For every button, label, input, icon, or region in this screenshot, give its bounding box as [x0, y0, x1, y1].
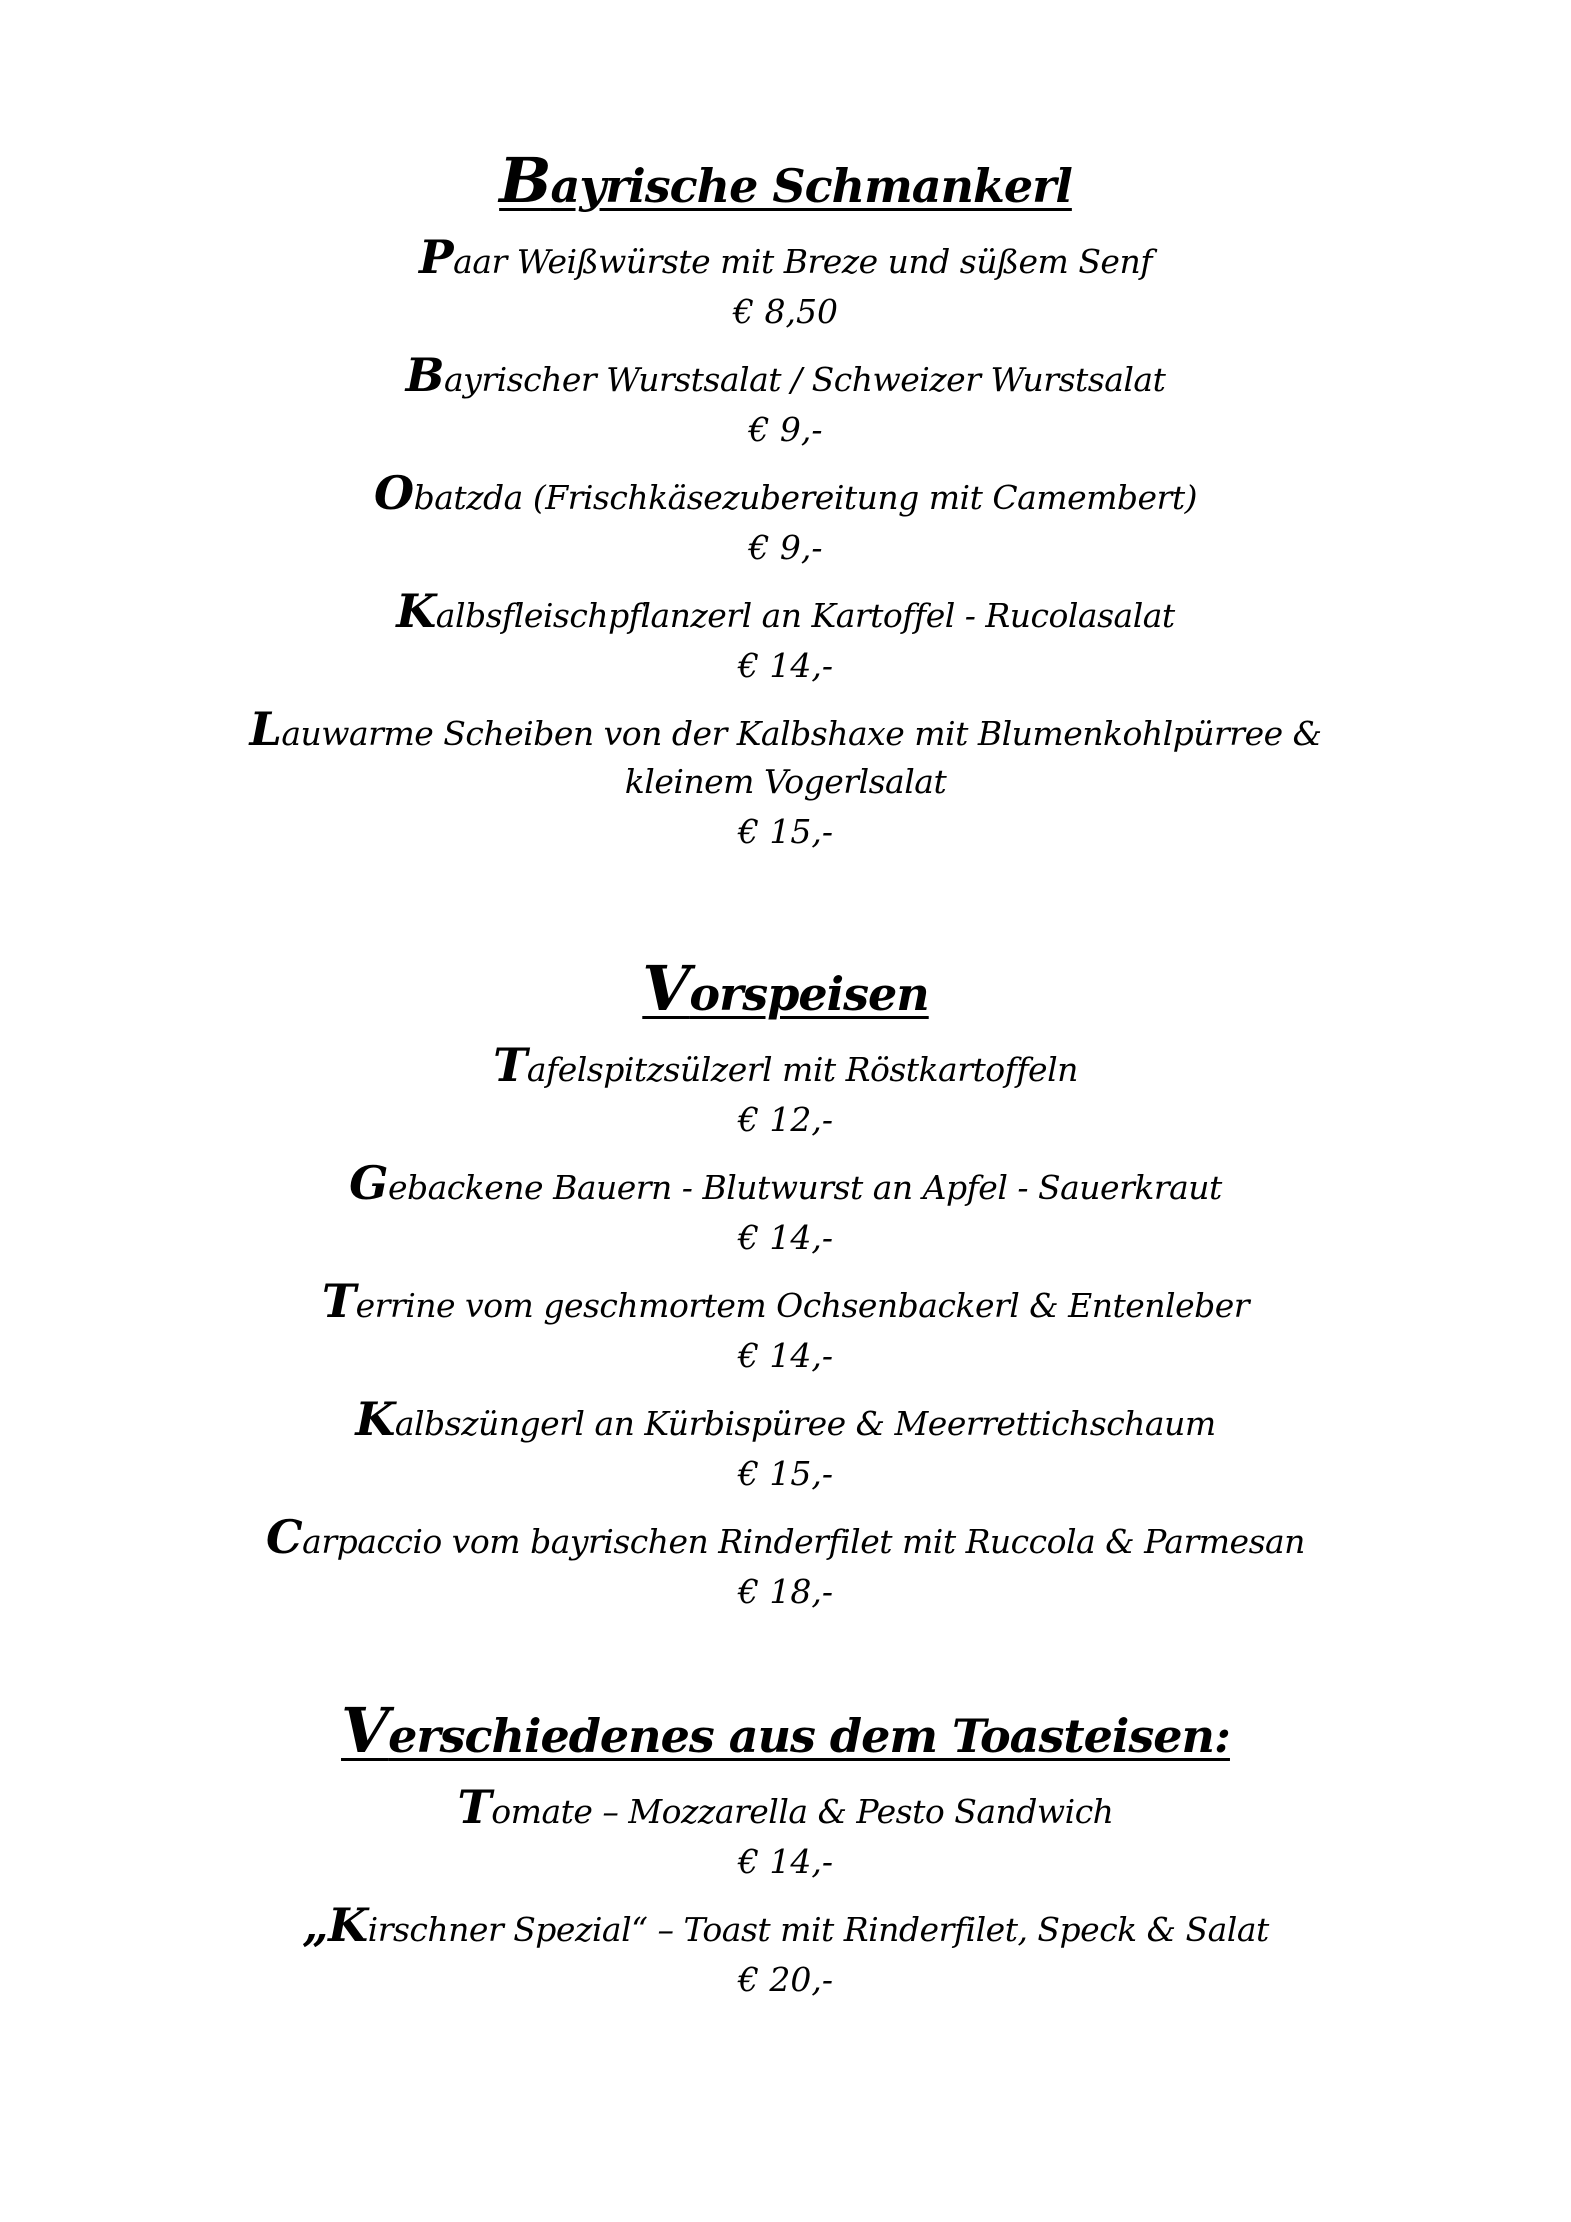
menu-item-price: € 14,-: [737, 1218, 834, 1257]
item-initial: O: [374, 466, 414, 520]
menu-item-price: € 14,-: [737, 646, 834, 685]
item-initial: „K: [302, 1898, 368, 1952]
menu-item-name: [0, 230, 1571, 286]
item-text: irschner Spezial“ – Toast mit Rinderfilet, Speck & Salat: [367, 1910, 1269, 1949]
menu-item: [0, 1156, 1571, 1264]
menu-item: [0, 702, 1571, 858]
menu-item: [0, 348, 1571, 456]
menu-item-price: € 15,-: [737, 1454, 834, 1493]
menu-item: [0, 1898, 1571, 2006]
item-text: ebackene Bauern - Blutwurst an Apfel - Sauerkraut: [387, 1168, 1222, 1207]
item-initial: T: [321, 1274, 356, 1328]
item-initial: B: [405, 348, 444, 402]
item-initial: K: [355, 1392, 395, 1446]
menu-item: [0, 1274, 1571, 1382]
item-initial: L: [249, 702, 282, 756]
menu-item-name: [0, 1156, 1571, 1212]
item-text: omate – Mozzarella & Pesto Sandwich: [491, 1792, 1114, 1831]
menu-item-name: [0, 584, 1571, 640]
item-text: errine vom geschmortem Ochsenbackerl & Entenleber: [355, 1286, 1250, 1325]
menu-item: [0, 230, 1571, 338]
item-text: aar Weißwürste mit Breze und süßem Senf: [453, 242, 1152, 281]
section-vorspeisen: [0, 952, 1571, 1635]
item-initial: T: [493, 1038, 527, 1092]
item-initial: G: [349, 1156, 388, 1210]
menu-item-name: [0, 702, 1571, 806]
menu-item-name: [0, 1510, 1571, 1566]
menu-item-name: [0, 1780, 1571, 1836]
menu-item-name: [0, 348, 1571, 404]
heading-text: erschiedenes aus dem Toasteisen:: [388, 1709, 1230, 1763]
menu-item: [0, 1038, 1571, 1146]
menu-item-name: [0, 1038, 1571, 1094]
section-heading: [341, 1694, 1230, 1767]
section-heading: [642, 952, 929, 1025]
menu-item-price: € 8,50: [733, 292, 838, 331]
menu-item: [0, 466, 1571, 574]
menu-item: [0, 1392, 1571, 1500]
menu-item-price: € 12,-: [737, 1100, 834, 1139]
heading-initial: V: [341, 1694, 389, 1767]
section-bayrische-schmankerl: [0, 144, 1571, 875]
menu-item-price: € 20,-: [737, 1960, 834, 1999]
menu-item: [0, 584, 1571, 692]
menu-item-list: [0, 1780, 1571, 2006]
menu-item-price: € 14,-: [737, 1336, 834, 1375]
heading-initial: V: [642, 952, 690, 1025]
menu-item-price: € 9,-: [748, 410, 823, 449]
menu-item-list: [0, 1038, 1571, 1618]
item-text: batzda (Frischkäsezubereitung mit Camembert): [413, 478, 1197, 517]
menu-item-price: € 15,-: [737, 812, 834, 851]
menu-item-name: [0, 1274, 1571, 1330]
item-text: ayrischer Wurstsalat / Schweizer Wurstsalat: [444, 360, 1166, 399]
item-text: auwarme Scheiben von der Kalbshaxe mit Blumenkohlpürree & kleinem Vogerlsalat: [281, 714, 1322, 801]
heading-text: orspeisen: [689, 967, 929, 1021]
menu-item-name: [0, 1392, 1571, 1448]
menu-item-name: [0, 466, 1571, 522]
menu-item: [0, 1510, 1571, 1618]
menu-item-price: € 9,-: [748, 528, 823, 567]
item-initial: P: [419, 230, 454, 284]
menu-item-price: € 18,-: [737, 1572, 834, 1611]
item-text: albszüngerl an Kürbispüree & Meerrettichschaum: [394, 1404, 1216, 1443]
item-initial: K: [396, 584, 436, 638]
item-initial: T: [457, 1780, 492, 1834]
menu-item-name: [0, 1898, 1571, 1954]
item-text: albsfleischpflanzerl an Kartoffel - Rucolasalat: [435, 596, 1175, 635]
item-initial: C: [266, 1510, 303, 1564]
menu-item: [0, 1780, 1571, 1888]
menu-item-list: [0, 230, 1571, 858]
item-text: afelspitzsülzerl mit Röstkartoffeln: [526, 1050, 1078, 1089]
menu-item-price: € 14,-: [737, 1842, 834, 1881]
section-toasteisen: [0, 1694, 1571, 2023]
section-heading: [499, 144, 1072, 217]
item-text: arpaccio vom bayrischen Rinderfilet mit Ruccola & Parmesan: [302, 1522, 1305, 1561]
heading-initial: B: [499, 144, 551, 217]
heading-text: ayrische Schmankerl: [550, 159, 1072, 213]
